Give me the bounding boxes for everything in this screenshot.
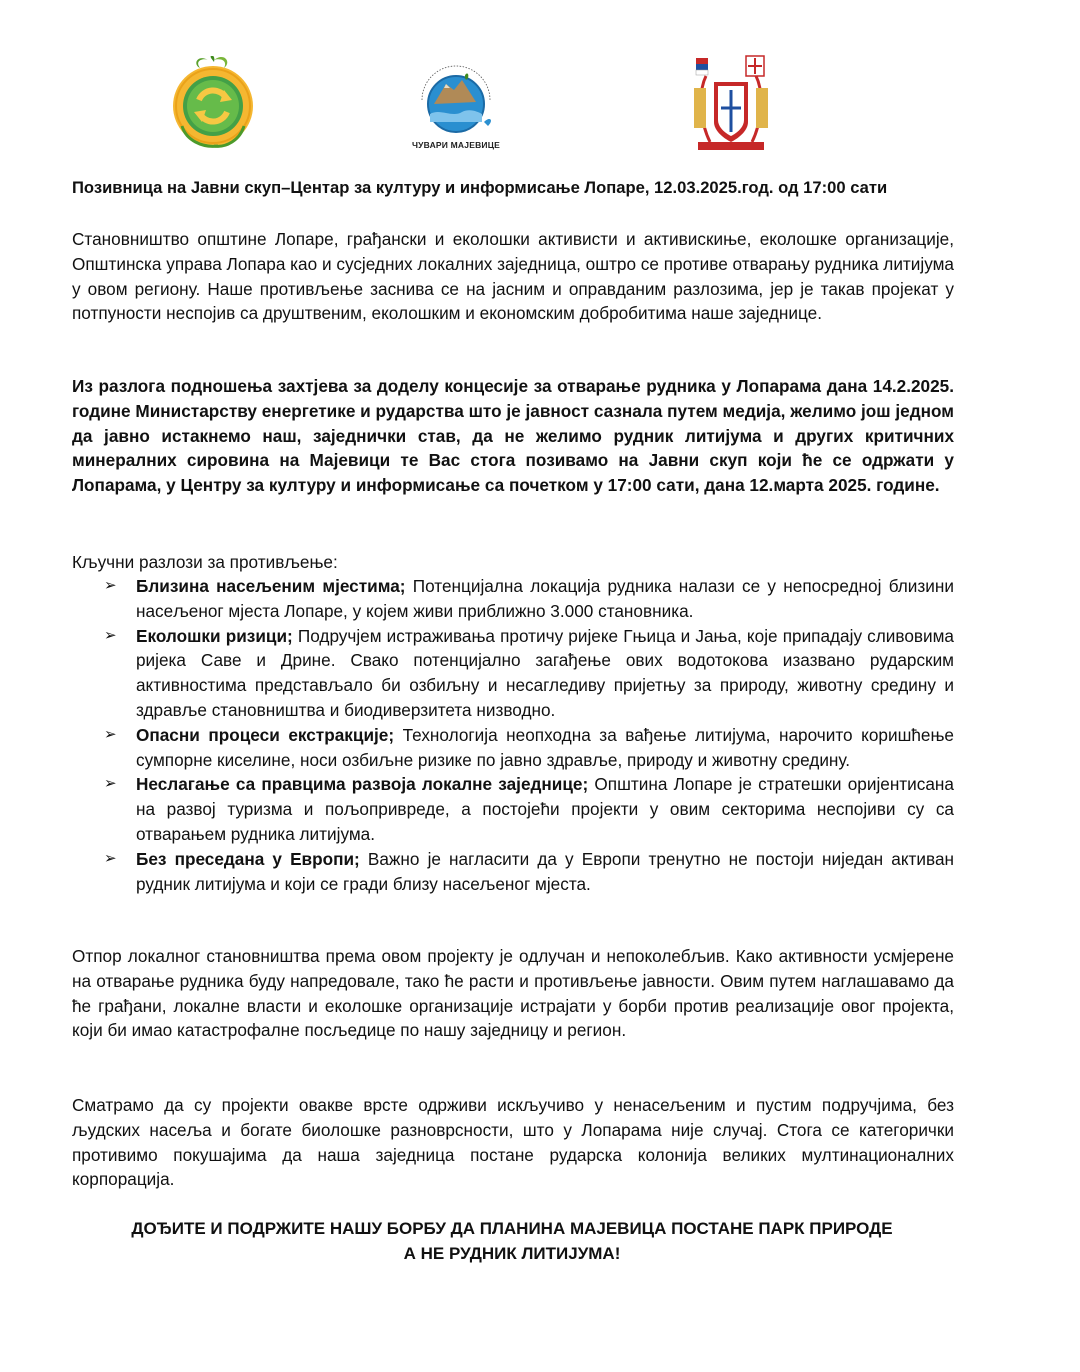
- invitation-paragraph: Из разлога подношења захтјева за доделу концесије за отварање рудника у Лопарама дана 14.2.2025. године Министарству енергетике и рударства што је јавност сазнала путем медија, желимо још једном да јавно истакнемо наш, заједнички став, да не желимо рудник литијума и других критичних минералних сировина на Мајевици те Вас стога позивамо на Јавни скуп који ће се одржати у Лопарама, у Центру за културу и информисање са почетком у 17:00 сати, дана 12.марта 2025. године.: [72, 376, 954, 496]
- reason-heading: Без преседана у Европи;: [136, 848, 360, 869]
- closing-call-to-action: [72, 1216, 952, 1266]
- arrow-bullet-icon: ➢: [104, 626, 117, 644]
- arrow-bullet-icon: ➢: [104, 775, 117, 793]
- invitation-title: Позивница на Јавни скуп–Центар за културу и информисање Лопаре, 12.03.2025.год. од 17:00 сати: [72, 178, 888, 197]
- cuvari-majevice-logo: [404, 60, 508, 156]
- reason-heading: Близина насељеним мјестима;: [136, 576, 406, 596]
- reason-heading: Опасни процеси екстракције;: [136, 724, 395, 745]
- reason-text: Општина Лопаре је стратешки оријентисана на развој туризма и пољопривреде, а постојећи пројекти у овим секторима неспојиви су са отварањем рудника литијума.: [136, 774, 954, 844]
- reason-text: Потенцијална локација рудника налази се у непосредној близини насељеног мјеста Лопаре, у којем живи приближно 3.000 становника.: [136, 576, 954, 621]
- list-item: [72, 574, 954, 624]
- reasons-list: [72, 574, 954, 896]
- list-item: [72, 624, 954, 723]
- closing-line-1: ДОЂИТЕ И ПОДРЖИТЕ НАШУ БОРБУ ДА ПЛАНИНА МАЈЕВИЦА ПОСТАНЕ ПАРК ПРИРОДЕ: [131, 1219, 893, 1238]
- intro-paragraph: Становништво општине Лопаре, грађански и еколошки активисти и активискиње, еколошке организације, Општинска управа Лопара као и сусједних локалних заједница, оштро се противе отварању рудника литијума у овом региону. Наше противљење заснива се на јасним и оправданим разлозима, јер је такав пројекат у потпуности неспојив са друштвеним, еколошким и економским добробитима наше заједнице.: [72, 229, 954, 324]
- logo-strip: [72, 52, 954, 162]
- reason-heading: Неслагање са правцима развоја локалне заједнице;: [136, 774, 589, 795]
- arrow-bullet-icon: ➢: [104, 725, 117, 743]
- reason-text: Важно је нагласити да у Европи тренутно не постоји ниједан активан рудник литијума и који се гради близу насељеног мјеста.: [136, 848, 954, 894]
- arrow-bullet-icon: ➢: [104, 577, 117, 594]
- list-item: [72, 772, 954, 846]
- reason-heading: Еколошки ризици;: [136, 625, 293, 646]
- reason-text: Подручјем истраживања протичу ријеке Гњица и Јања, које припадају сливовима ријека Саве и Дрине. Свако потенцијално загађење ових водотокова изазвано рударским активностима представљало би озбиљну и несагледиву пријетњу за природу, животну средину и здравље становништва и биодиверзитета низводно.: [136, 625, 954, 720]
- reason-text: Технологија неопходна за вађење литијума, нарочито коришћење сумпорне киселине, носи озбиљне ризике по јавно здравље, природу и животну средину.: [136, 724, 954, 770]
- closing-line-2: А НЕ РУДНИК ЛИТИЈУМА!: [403, 1244, 621, 1263]
- mountain-lake-icon: [404, 60, 508, 140]
- list-item: [72, 847, 954, 897]
- list-item: [72, 723, 954, 773]
- eco-recycle-logo: [168, 56, 258, 148]
- conclusion-paragraph: Сматрамо да су пројекти овакве врсте одрживи искључиво у ненасељеним и пустим подручјима, без људских насеља и богате биолошке разноврсности, што у Лопарама није случај. Стога се категорички противимо покушајима да наша заједница постане рударска колонија великих мултинационалних корпорација.: [72, 1095, 954, 1190]
- resistance-paragraph: Отпор локалног становништва према овом пројекту је одлучан и непоколебљив. Како активности усмјерене на отварање рудника буду напредовале, тако ће расти и противљење јавности. Овим путем наглашавамо да ће грађани, локалне власти и еколошке организације истрајати у борби против реализације овог пројекта, који би имао катастрофалне посљедице по нашу заједницу и регион.: [72, 946, 954, 1041]
- reasons-heading: Кључни разлози за противљење:: [72, 552, 338, 572]
- arrow-bullet-icon: ➢: [104, 849, 117, 867]
- lopare-coat-of-arms: [688, 52, 774, 156]
- cuvari-majevice-caption: ЧУВАРИ МАЈЕВИЦЕ: [412, 140, 500, 150]
